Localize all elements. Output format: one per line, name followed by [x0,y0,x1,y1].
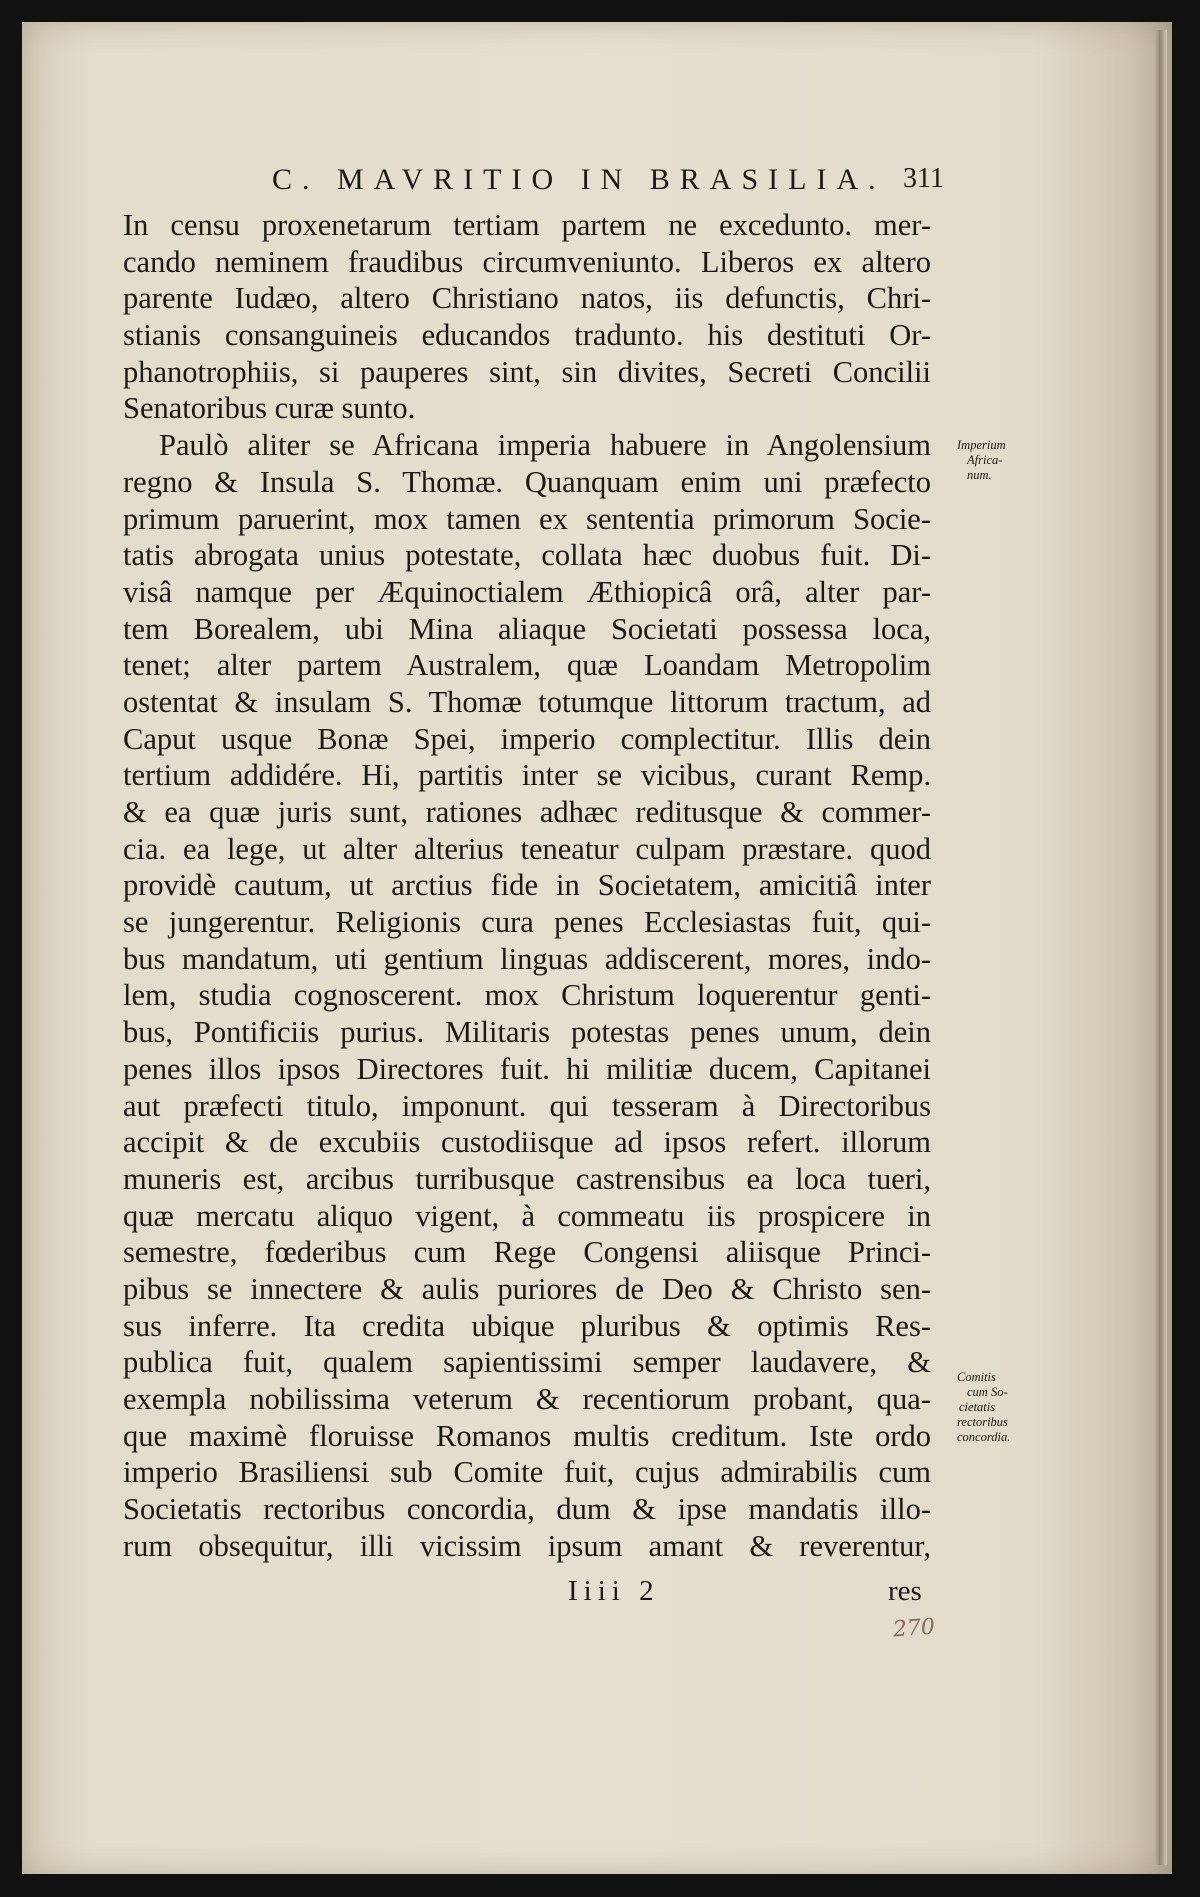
text-line: publica fuit, qualem sapientissimi semper laudavere, & [123,1345,931,1380]
body-text [123,207,931,1564]
text-line: cando neminem fraudibus circumveniunto. Liberos ex altero [123,244,931,279]
text-line: tatis abrogata unius potestate, collata hæc duobus fuit. Di- [123,538,931,573]
text-line: quæ mercatu aliquo vigent, à commeatu iis prospicere in [123,1198,931,1233]
text-line: bus, Pontificiis purius. Militaris potestas penes unum, dein [123,1015,931,1050]
text-line: tenet; alter partem Australem, quæ Loandam Metropolim [123,648,931,683]
text-line: ostentat & insulam S. Thomæ totumque littorum tractum, ad [123,684,931,719]
handwritten-folio-number: 270 [892,1614,936,1643]
text-line: lem, studia cognoscerent. mox Christum loquerentur genti- [123,978,931,1013]
running-head [124,163,944,203]
margin-note-line: rectoribus [957,1415,1008,1429]
text-line: In censu proxenetarum tertiam partem ne excedunto. mer- [123,208,931,242]
text-line: visâ namque per Æquinoctialem Æthiopicâ orâ, alter par- [123,574,931,609]
text-line: que maximè floruisse Romanos multis creditum. Iste ordo [123,1418,931,1453]
text-line: Societatis rectoribus concordia, dum & ipse mandatis illo- [123,1492,931,1527]
signature-mark: Iiii 2 [568,1575,660,1607]
margin-note-line: Africa- [967,453,1003,467]
text-line: pibus se innectere & aulis puriores de Deo & Christo sen- [123,1271,931,1306]
running-head-title: C. MAVRITIO IN BRASILIA. [272,163,886,196]
text-line: bus mandatum, uti gentium linguas addiscerent, mores, indo- [123,941,931,976]
margin-note-line: Imperium [957,438,1006,452]
text-line: phanotrophiis, si pauperes sint, sin divites, Secreti Concilii [123,354,931,389]
text-line: aut præfecti titulo, imponunt. qui tesseram à Directoribus [123,1088,931,1123]
text-line: regno & Insula S. Thomæ. Quanquam enim uni præfecto [123,464,931,499]
catchword: res [888,1575,922,1607]
text-line: Paulò aliter se Africana imperia habuere in Angolensium [159,428,931,463]
margin-note-line: Comitis [957,1370,996,1384]
text-line: semestre, fœderibus cum Rege Congensi aliisque Princi- [123,1235,931,1270]
margin-note-comitis [957,1370,1010,1445]
margin-note-imperium [957,438,1006,483]
text-line: exempla nobilissima veterum & recentiorum probant, qua- [123,1382,931,1416]
text-line: providè cautum, ut arctius fide in Societatem, amicitiâ inter [123,868,931,903]
text-line: Caput usque Bonæ Spei, imperio complectitur. Illis dein [123,721,931,756]
text-line: parente Iudæo, altero Christiano natos, iis defunctis, Chri- [123,281,931,316]
text-line: rum obsequitur, illi vicissim ipsum amant & reverentur, [123,1528,931,1563]
text-line: imperio Brasiliensi sub Comite fuit, cujus admirabilis cum [123,1455,931,1490]
text-line: tertium addidére. Hi, partitis inter se vicibus, curant Remp. [123,758,931,793]
text-line: se jungerentur. Religionis cura penes Ecclesiastas fuit, qui- [123,905,931,940]
margin-note-line: concordia. [957,1430,1011,1444]
text-line: cia. ea lege, ut alter alterius teneatur culpam præstare. quod [123,831,931,866]
page-edge [1155,30,1167,1865]
text-line: primum paruerint, mox tamen ex sententia primorum Socie- [123,501,931,536]
text-line: muneris est, arcibus turribusque castrensibus ea loca tueri, [123,1161,931,1196]
margin-note-line: cum So- [967,1385,1008,1399]
margin-note-line: num. [967,468,992,482]
text-line: tem Borealem, ubi Mina aliaque Societati possessa loca, [123,611,931,646]
text-line: accipit & de excubiis custodiisque ad ipsos refert. illorum [123,1125,931,1160]
text-line: stianis consanguineis educandos tradunto. his destituti Or- [123,318,931,353]
text-line: & ea quæ juris sunt, rationes adhæc reditusque & commer- [123,795,931,829]
text-line: Senatoribus curæ sunto. [123,391,416,426]
text-line: penes illos ipsos Directores fuit. hi militiæ ducem, Capitanei [123,1051,931,1086]
page-number: 311 [903,163,944,194]
text-line: sus inferre. Ita credita ubique pluribus & optimis Res- [123,1308,931,1343]
margin-note-line: cietatis [959,1400,996,1414]
